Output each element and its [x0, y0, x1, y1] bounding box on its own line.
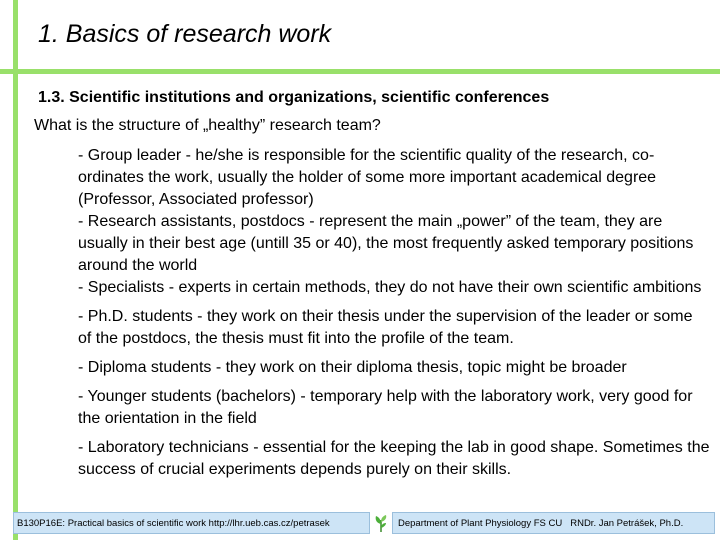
- footer-author-info: [392, 512, 715, 534]
- slide-question: What is the structure of „healthy” research team?: [34, 117, 381, 134]
- plant-logo-icon: [372, 512, 390, 534]
- role-younger-students: - Younger students (bachelors) - temporary help with the laboratory work, very good for the orientation in the field: [78, 388, 693, 427]
- slide-footer: [0, 512, 720, 534]
- footer-course-info: [13, 512, 370, 534]
- role-phd-students: - Ph.D. students - they work on their thesis under the supervision of the leader or some of the postdocs, the thesis must fit into the profile of the team.: [78, 308, 693, 347]
- footer-author: RNDr. Jan Petrášek, Ph.D.: [570, 518, 684, 529]
- role-lab-technicians: - Laboratory technicians - essential for the keeping the lab in good shape. Sometimes the success of crucial experiments depends purely on their skills.: [78, 439, 710, 478]
- role-specialists: - Specialists - experts in certain methods, they do not have their own scientific ambitions: [78, 279, 702, 296]
- slide-subtitle: 1.3. Scientific institutions and organizations, scientific conferences: [38, 89, 550, 106]
- footer-department: Department of Plant Physiology FS CU: [398, 518, 563, 529]
- role-group-leader: - Group leader - he/she is responsible for the scientific quality of the research, co-ordinates the work, usually the holder of some more important academical degree (Professor, Associated professor): [78, 147, 657, 208]
- footer-course: B130P16E: Practical basics of scientific work: [17, 518, 207, 529]
- team-roles-list: [78, 145, 710, 488]
- slide-title: 1. Basics of research work: [38, 20, 332, 48]
- accent-vertical-line: [13, 0, 18, 540]
- role-research-assistants: - Research assistants, postdocs - represent the main „power” of the team, they are usually in their best age (untill 35 or 40), the most frequently asked temporary positions around the world: [78, 213, 694, 274]
- footer-url[interactable]: http://lhr.ueb.cas.cz/petrasek: [208, 518, 330, 529]
- role-diploma-students: - Diploma students - they work on their diploma thesis, topic might be broader: [78, 359, 627, 376]
- accent-horizontal-line: [0, 69, 720, 74]
